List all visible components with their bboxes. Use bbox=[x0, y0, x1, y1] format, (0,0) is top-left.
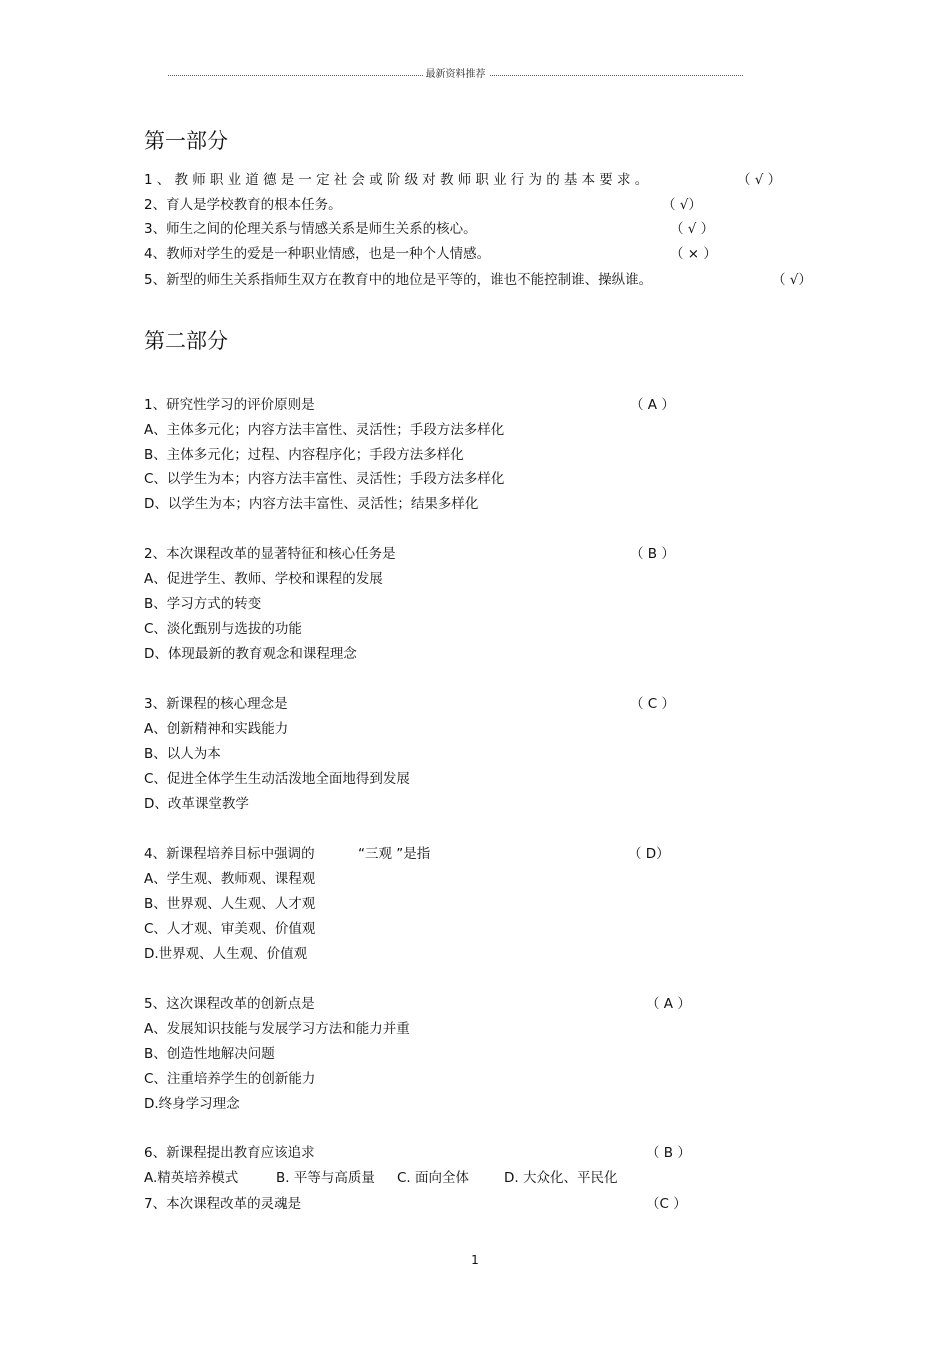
question-6: 6、新课程提出教育应该追求 bbox=[144, 1145, 315, 1161]
q3-option-d: D、改革课堂教学 bbox=[144, 796, 249, 812]
q2-option-a: A、促进学生、教师、学校和课程的发展 bbox=[144, 571, 383, 587]
part1-answer-1: （ √ ） bbox=[737, 172, 782, 188]
question-3: 3、新课程的核心理念是 bbox=[144, 696, 288, 712]
part2-title: 第二部分 bbox=[144, 329, 228, 353]
q2-option-d: D、体现最新的教育观念和课程理念 bbox=[144, 646, 357, 662]
q6-option-d: D. 大众化、平民化 bbox=[504, 1170, 618, 1186]
part1-answer-3: （ √ ） bbox=[670, 221, 715, 237]
answer-5: （ A ） bbox=[646, 996, 691, 1012]
q3-option-c: C、促进全体学生生动活泼地全面地得到发展 bbox=[144, 771, 410, 787]
part1-item-3: 3、师生之间的伦理关系与情感关系是师生关系的核心。 bbox=[144, 221, 477, 237]
q1-option-b: B、主体多元化；过程、内容程序化；手段方法多样化 bbox=[144, 447, 464, 463]
q3-option-a: A、创新精神和实践能力 bbox=[144, 721, 289, 737]
q4-option-a: A、学生观、教师观、课程观 bbox=[144, 871, 316, 887]
part1-item-1: 1、教师职业道德是一定社会或阶级对教师职业行为的基本要求。 bbox=[144, 172, 653, 188]
answer-2: （ B ） bbox=[630, 546, 675, 562]
question-4-quoted-term: “三观 ”是指 bbox=[358, 846, 431, 862]
running-header bbox=[168, 69, 743, 81]
q6-option-c: C. 面向全体 bbox=[397, 1170, 470, 1186]
part1-answer-4: （ × ） bbox=[670, 246, 717, 262]
q1-option-d: D、以学生为本；内容方法丰富性、灵活性；结果多样化 bbox=[144, 496, 479, 512]
q5-option-c: C、注重培养学生的创新能力 bbox=[144, 1071, 316, 1087]
q5-option-d: D.终身学习理念 bbox=[144, 1096, 240, 1112]
q6-option-b: B. 平等与高质量 bbox=[276, 1170, 375, 1186]
question-1: 1、研究性学习的评价原则是 bbox=[144, 397, 315, 413]
q2-option-b: B、学习方式的转变 bbox=[144, 596, 262, 612]
answer-7: （C ） bbox=[646, 1196, 687, 1212]
q4-option-b: B、世界观、人生观、人才观 bbox=[144, 896, 316, 912]
answer-1: （ A ） bbox=[630, 397, 675, 413]
question-4: 4、新课程培养目标中强调的 bbox=[144, 846, 315, 862]
q1-option-a: A、主体多元化；内容方法丰富性、灵活性；手段方法多样化 bbox=[144, 422, 505, 438]
q5-option-b: B、创造性地解决问题 bbox=[144, 1046, 275, 1062]
part1-title: 第一部分 bbox=[144, 129, 228, 153]
answer-3: （ C ） bbox=[630, 696, 676, 712]
q6-option-a: A.精英培养模式 bbox=[144, 1170, 239, 1186]
q4-option-c: C、人才观、审美观、价值观 bbox=[144, 921, 316, 937]
answer-6: （ B ） bbox=[646, 1145, 691, 1161]
part1-item-4: 4、教师对学生的爱是一种职业情感，也是一种个人情感。 bbox=[144, 246, 491, 262]
part1-answer-5: （ √） bbox=[772, 272, 812, 288]
q4-option-d: D.世界观、人生观、价值观 bbox=[144, 946, 308, 962]
question-2: 2、本次课程改革的显著特征和核心任务是 bbox=[144, 546, 396, 562]
part1-item-5: 5、新型的师生关系指师生双方在教育中的地位是平等的，谁也不能控制谁、操纵谁。 bbox=[144, 272, 653, 288]
question-5: 5、这次课程改革的创新点是 bbox=[144, 996, 315, 1012]
answer-4: （ D） bbox=[628, 846, 670, 862]
header-text: 最新资料推荐 bbox=[423, 69, 489, 81]
q3-option-b: B、以人为本 bbox=[144, 746, 221, 762]
part1-answer-2: （ √） bbox=[662, 197, 702, 213]
question-7: 7、本次课程改革的灵魂是 bbox=[144, 1196, 302, 1212]
q5-option-a: A、发展知识技能与发展学习方法和能力并重 bbox=[144, 1021, 410, 1037]
page-number: 1 bbox=[471, 1253, 479, 1267]
part1-item-2: 2、育人是学校教育的根本任务。 bbox=[144, 197, 342, 213]
q2-option-c: C、淡化甄别与选拔的功能 bbox=[144, 621, 302, 637]
q1-option-c: C、以学生为本；内容方法丰富性、灵活性；手段方法多样化 bbox=[144, 471, 505, 487]
